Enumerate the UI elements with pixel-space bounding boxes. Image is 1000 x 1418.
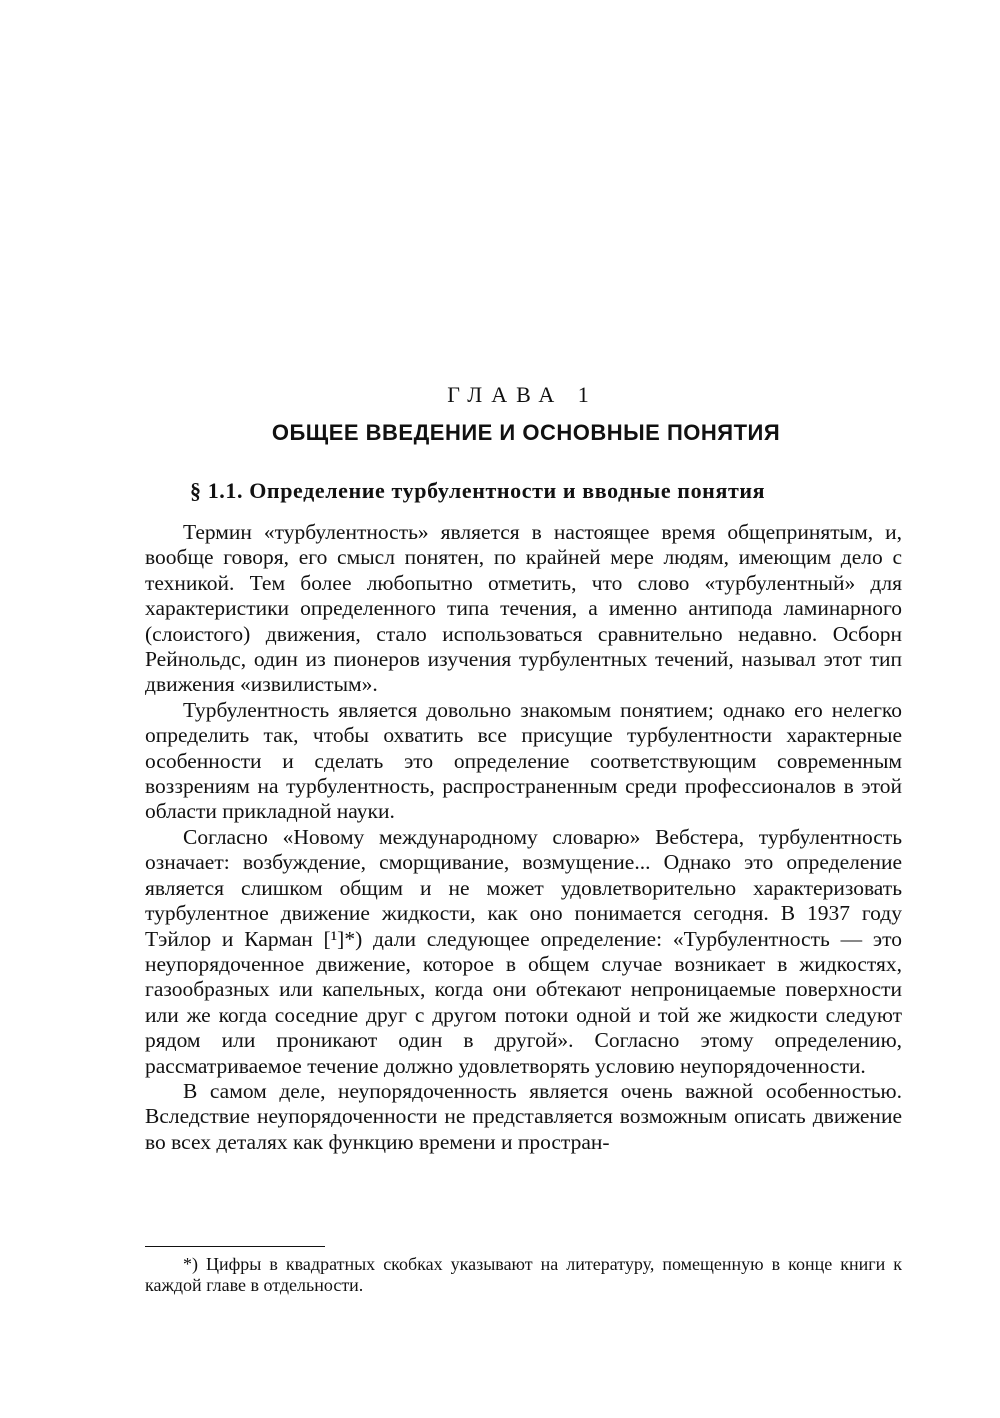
chapter-title: ОБЩЕЕ ВВЕДЕНИЕ И ОСНОВНЫЕ ПОНЯТИЯ (271, 420, 781, 445)
paragraph-2: Турбулентность является довольно знакомым понятием; однако его нелегко определить так, чтобы охватить все присущие турбулентности характерные особенности и сделать это определение соответствующим современным воззрениям на турбулентность, распространенным среди профессионалов в этой области прикладной науки. (145, 697, 902, 824)
paragraph-3: Согласно «Новому международному словарю» Вебстера, турбулентность означает: возбуждение, сморщивание, возмущение... Однако это определение является слишком общим и не может удовлетворительно характеризовать турбулентное движение жидкости, как оно понимается сегодня. В 1937 году Тэйлор и Карман [¹]*) дали следующее определение: «Турбулентность — это неупорядоченное движение, которое в общем случае возникает в жидкостях, газообразных или капельных, когда они обтекают непроницаемые поверхности или же когда соседние друг с другом потоки одной и той же жидкости следуют рядом или проникают один в другой». Согласно этому определению, рассматриваемое течение должно удовлетворять условию неупорядоченности. (145, 824, 902, 1078)
footnote: *) Цифры в квадратных скобках указывают на литературу, помещенную в конце книги к каждой главе в отдельности. (145, 1254, 902, 1295)
chapter-label: ГЛАВА 1 (447, 382, 598, 407)
footnote-divider (145, 1246, 325, 1247)
paragraph-1: Термин «турбулентность» является в настоящее время общепринятым, и, вообще говоря, его смысл понятен, по крайней мере людям, имеющим дело с техникой. Тем более любопытно отметить, что слово «турбулентный» для характеристики определенного типа течения, а именно антипода ламинарного (слоистого) движения, стало использоваться сравнительно недавно. Осборн Рейнольдс, один из пионеров изучения турбулентных течений, называл этот тип движения «извилистым». (145, 520, 902, 697)
body-text (145, 520, 902, 1155)
section-heading: § 1.1. Определение турбулентности и вводные понятия (190, 478, 766, 503)
paragraph-4: В самом деле, неупорядоченность является очень важной особенностью. Вследствие неупорядоченности не представляется возможным описать движение во всех деталях как функцию времени и простран- (145, 1078, 902, 1154)
